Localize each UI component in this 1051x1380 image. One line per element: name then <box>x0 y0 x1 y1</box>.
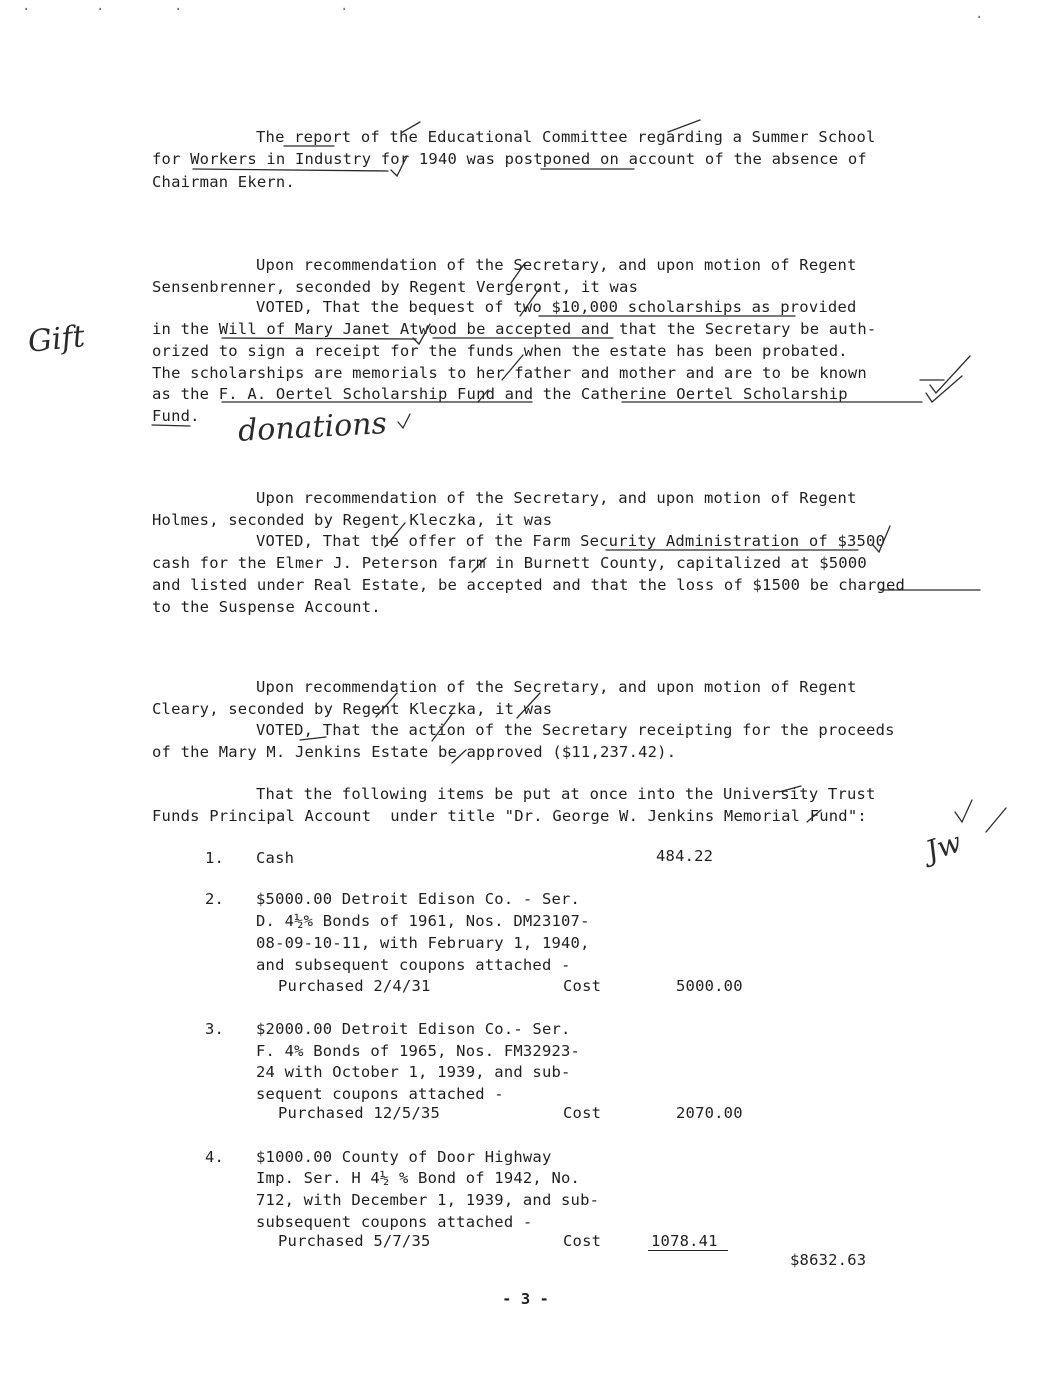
tick-mark-initials <box>986 808 1006 832</box>
item2-cost-label: Cost <box>563 977 602 995</box>
check-mark-known <box>930 356 970 393</box>
item1-amount: 484.22 <box>656 847 714 865</box>
para3-line4: cash for the Elmer J. Peterson farm in Burnett County, capitalized at $5000 <box>152 554 867 572</box>
item2-line2: D. 4½% Bonds of 1961, Nos. DM23107- <box>256 912 590 930</box>
item2-line4: and subsequent coupons attached - <box>256 956 571 974</box>
para4-line3: VOTED, That the action of the Secretary receipting for the proceeds <box>256 721 895 739</box>
scan-speck: · <box>96 2 105 18</box>
item4-amount: 1078.41 <box>651 1232 718 1250</box>
item1-text: Cash <box>256 849 295 867</box>
item3-line3: 24 with October 1, 1939, and sub- <box>256 1063 571 1081</box>
item2-purchased: Purchased 2/4/31 <box>278 977 431 995</box>
para3-line1: Upon recommendation of the Secretary, and upon motion of Regent <box>256 489 857 507</box>
item4-purchased: Purchased 5/7/35 <box>278 1232 431 1250</box>
scan-speck: · <box>174 2 183 18</box>
para4-line1: Upon recommendation of the Secretary, and upon motion of Regent <box>256 678 857 696</box>
item3-line1: $2000.00 Detroit Edison Co.- Ser. <box>256 1020 571 1038</box>
item1-number: 1. <box>205 849 225 867</box>
para3-line6: to the Suspense Account. <box>152 598 381 616</box>
item4-line3: 712, with December 1, 1939, and sub- <box>256 1191 600 1209</box>
handwritten-donations-note: donations <box>237 406 388 449</box>
item2-number: 2. <box>205 890 225 908</box>
para3-line3: VOTED, That the offer of the Farm Security Administration of $3500 <box>256 532 886 550</box>
para1-line3: Chairman Ekern. <box>152 173 295 191</box>
item4-cost-label: Cost <box>563 1232 602 1250</box>
para1-line2: for Workers in Industry for 1940 was postponed on account of the absence of <box>152 150 867 168</box>
para2-line3: VOTED, That the bequest of two $10,000 scholarships as provided <box>256 298 857 316</box>
item4-line4: subsequent coupons attached - <box>256 1213 533 1231</box>
item2-amount: 5000.00 <box>676 977 743 995</box>
para5-line2: Funds Principal Account under title "Dr. George W. Jenkins Memorial Fund": <box>152 807 867 825</box>
item4-line1: $1000.00 County of Door Highway <box>256 1148 552 1166</box>
item2-line1: $5000.00 Detroit Edison Co. - Ser. <box>256 890 581 908</box>
check-mark-donations <box>398 414 410 428</box>
item2-line3: 08-09-10-11, with February 1, 1940, <box>256 934 590 952</box>
item3-purchased: Purchased 12/5/35 <box>278 1104 441 1122</box>
handwritten-initials: Jw <box>921 825 966 868</box>
item3-amount: 2070.00 <box>676 1104 743 1122</box>
scan-speck: · <box>340 2 349 18</box>
para1-line1: The report of the Educational Committee regarding a Summer School <box>256 128 876 146</box>
item4-amount-underline <box>648 1250 728 1251</box>
item3-line2: F. 4% Bonds of 1965, Nos. FM32923- <box>256 1042 581 1060</box>
item3-line4: sequent coupons attached - <box>256 1085 504 1103</box>
scan-speck: · <box>975 10 984 26</box>
item3-number: 3. <box>205 1020 225 1038</box>
item3-cost-label: Cost <box>563 1104 602 1122</box>
para2-line8: Fund. <box>152 407 200 425</box>
para5-line1: That the following items be put at once into the University Trust <box>256 785 876 803</box>
item4-number: 4. <box>205 1148 225 1166</box>
handwritten-gift-note: Gift <box>26 319 87 360</box>
para4-line2: Cleary, seconded by Regent Kleczka, it was <box>152 700 553 718</box>
para2-line1: Upon recommendation of the Secretary, and upon motion of Regent <box>256 256 857 274</box>
check-mark-fund-title <box>955 800 972 822</box>
scan-speck: · <box>22 2 31 18</box>
page-number: - 3 - <box>502 1290 549 1308</box>
para2-line6: The scholarships are memorials to her father and mother and are to be known <box>152 364 867 382</box>
para2-line4: in the Will of Mary Janet Atwood be accepted and that the Secretary be auth- <box>152 320 877 338</box>
para4-line4: of the Mary M. Jenkins Estate be approved ($11,237.42). <box>152 743 677 761</box>
total-amount: $8632.63 <box>790 1251 867 1269</box>
para2-line2: Sensenbrenner, seconded by Regent Vergeront, it was <box>152 278 639 296</box>
check-mark-catherine <box>926 376 962 402</box>
para2-line7: as the F. A. Oertel Scholarship Fund and the Catherine Oertel Scholarship <box>152 385 848 403</box>
para3-line5: and listed under Real Estate, be accepted and that the loss of $1500 be charged <box>152 576 906 594</box>
para2-line5: orized to sign a receipt for the funds when the estate has been probated. <box>152 342 848 360</box>
para3-line2: Holmes, seconded by Regent Kleczka, it was <box>152 511 553 529</box>
item4-line2: Imp. Ser. H 4½ % Bond of 1942, No. <box>256 1169 581 1187</box>
